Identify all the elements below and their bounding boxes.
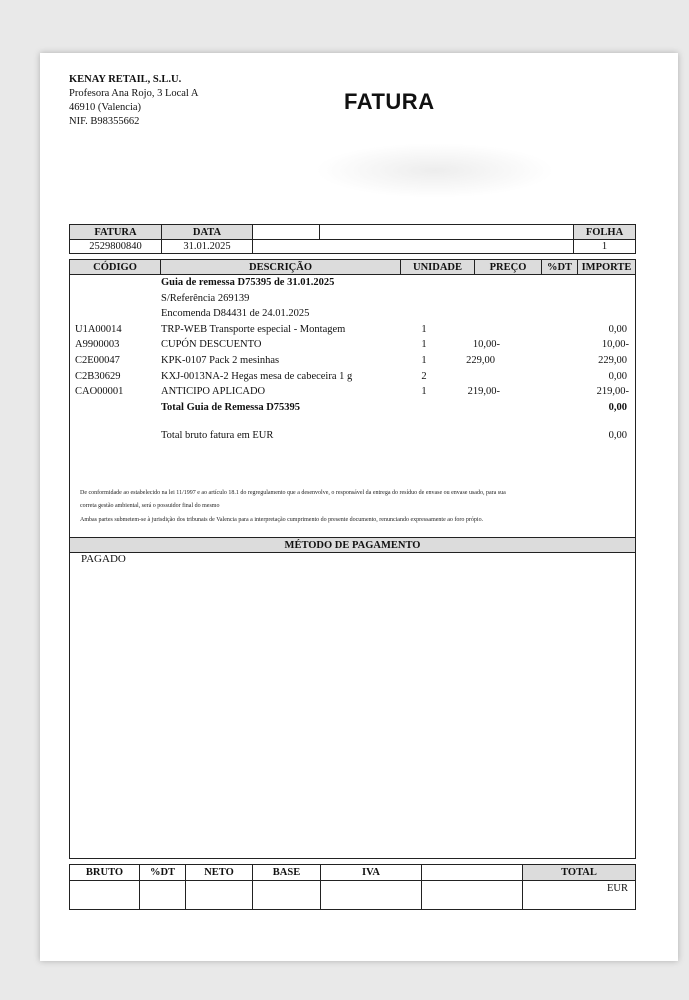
totals-table	[69, 864, 636, 910]
item-price: 10,00-	[472, 339, 500, 350]
company-name: KENAY RETAIL, S.L.U.	[69, 74, 182, 85]
blank-label	[422, 865, 523, 880]
column-header-discount: %DT	[542, 260, 578, 274]
payment-method-heading: MÉTODO DE PAGAMENTO	[69, 537, 636, 553]
totals-divider	[70, 880, 635, 881]
guide-total-label: Total Guia de Remessa D75395	[161, 402, 301, 413]
payment-method-value: PAGADO	[81, 553, 126, 565]
col-sep	[139, 880, 140, 909]
item-description: ANTICIPO APLICADO	[161, 386, 266, 397]
item-code: C2E00047	[75, 355, 120, 366]
guide-order: Encomenda D84431 de 24.01.2025	[161, 308, 310, 319]
company-address-line2: 46910 (Valencia)	[69, 102, 142, 113]
column-header-description: DESCRIÇÃO	[161, 260, 401, 274]
neto-label: NETO	[186, 865, 253, 880]
item-amount: 0,00	[608, 324, 627, 335]
column-header-amount: IMPORTE	[578, 260, 635, 274]
item-unit: 1	[421, 386, 427, 397]
header-blank-value	[252, 239, 574, 254]
sheet-label: FOLHA	[573, 224, 636, 240]
item-unit: 1	[421, 324, 427, 335]
items-table	[69, 259, 636, 859]
item-amount: 0,00	[608, 371, 627, 382]
col-sep	[320, 880, 321, 909]
item-description: CUPÓN DESCUENTO	[161, 339, 262, 350]
col-sep	[421, 880, 422, 909]
base-label: BASE	[253, 865, 321, 880]
guide-title: Guia de remessa D75395 de 31.01.2025	[161, 277, 335, 288]
bruto-label: BRUTO	[70, 865, 140, 880]
total-label: TOTAL	[523, 865, 635, 880]
legal-notice-line1: De conformidade ao estabelecido na lei 11/1997 e ao artículo 18.1 do regregulamento que a desenvolve, o responsável da entrega do resíduo de envase ou envase usado, para sua	[80, 490, 506, 496]
item-code: CAO00001	[75, 386, 124, 397]
item-amount: 10,00-	[601, 339, 629, 350]
col-sep	[185, 880, 186, 909]
item-description: KXJ-0013NA-2 Hegas mesa de cabeceira 1 g	[161, 371, 353, 382]
item-code: A9900003	[75, 339, 120, 350]
legal-notice-line3: Ambas partes submetem-se à jurisdição dos tribunais de Valencia para a interpretação cumprimento do presente documento, renunciando expressamente ao foro própio.	[80, 517, 484, 523]
item-description: TRP-WEB Transporte especial - Montagem	[161, 324, 346, 335]
item-unit: 2	[421, 371, 427, 382]
company-block	[69, 73, 198, 129]
currency-value: EUR	[607, 883, 628, 894]
iva-label: IVA	[321, 865, 422, 880]
item-description: KPK-0107 Pack 2 mesinhas	[161, 355, 280, 366]
invoice-number-label: FATURA	[69, 224, 162, 240]
item-amount: 229,00	[598, 355, 627, 366]
company-nif: NIF. B98355662	[69, 116, 140, 127]
guide-total-value: 0,00	[608, 402, 627, 413]
invoice-number-value: 2529800840	[69, 239, 162, 254]
item-price: 219,00-	[467, 386, 500, 397]
col-sep	[522, 880, 523, 909]
guide-reference: S/Referência 269139	[161, 293, 250, 304]
sheet-value: 1	[573, 239, 636, 254]
date-label: DATA	[161, 224, 253, 240]
col-sep	[252, 880, 253, 909]
header-blank-cell-2	[319, 224, 574, 240]
gross-total-label: Total bruto fatura em EUR	[161, 430, 274, 441]
document-title: FATURA	[344, 89, 435, 114]
item-code: C2B30629	[75, 371, 121, 382]
legal-notice-line2: correta gestão ambiental, será o possuidor final do mesmo	[80, 503, 220, 509]
date-value: 31.01.2025	[161, 239, 253, 254]
invoice-page	[40, 53, 678, 961]
item-price: 229,00	[466, 355, 495, 366]
gross-total-value: 0,00	[608, 430, 627, 441]
column-header-price: PREÇO	[475, 260, 542, 274]
header-divider	[70, 274, 635, 275]
column-header-unit: UNIDADE	[401, 260, 475, 274]
item-code: U1A00014	[75, 324, 122, 335]
column-header-code: CÓDIGO	[70, 260, 161, 274]
header-blank-cell-1	[252, 224, 320, 240]
item-unit: 1	[421, 355, 427, 366]
company-address-line1: Profesora Ana Rojo, 3 Local A	[69, 88, 199, 99]
discount-label: %DT	[140, 865, 186, 880]
item-unit: 1	[421, 339, 427, 350]
item-amount: 219,00-	[596, 386, 629, 397]
blurred-area	[315, 143, 555, 198]
